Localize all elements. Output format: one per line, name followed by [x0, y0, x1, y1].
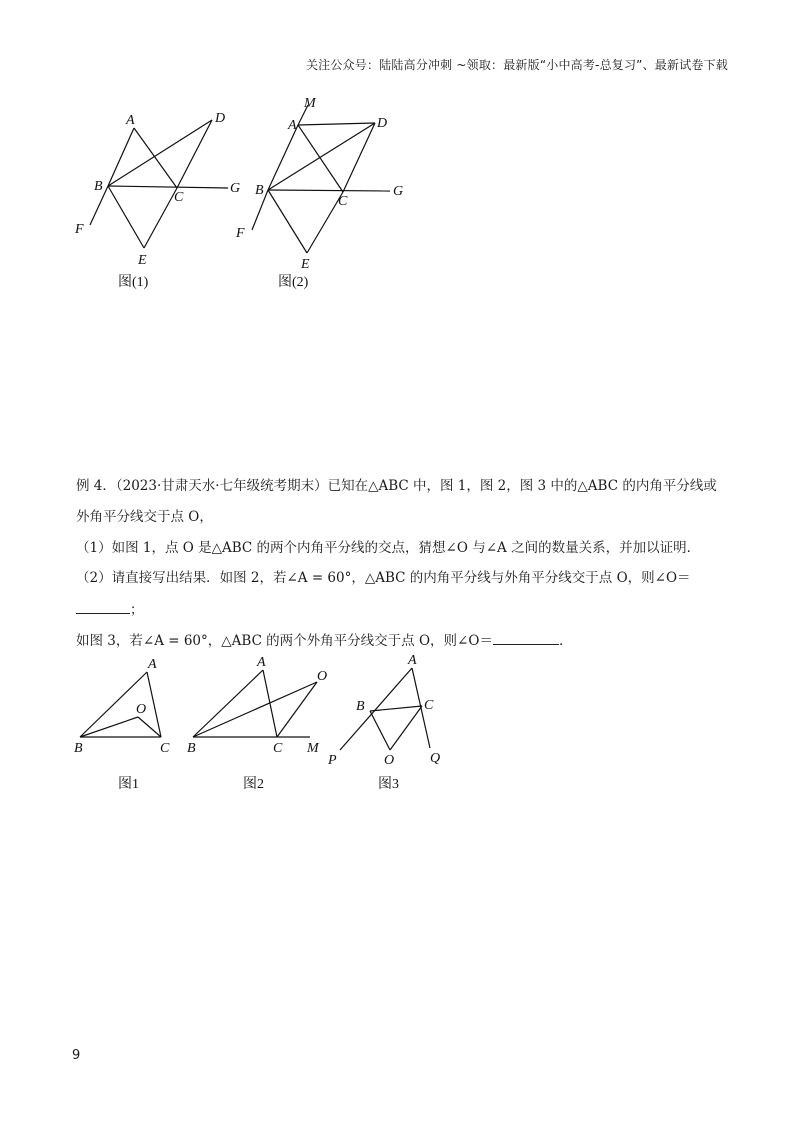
label-B: B — [356, 699, 365, 714]
label-C: C — [174, 190, 184, 205]
line-AC — [298, 125, 343, 192]
caption-fig2: 图(2) — [278, 275, 309, 290]
line-BG — [268, 190, 390, 191]
label-C: C — [273, 741, 283, 756]
bottom-figure-3 — [320, 650, 460, 795]
caption-fig3: 图3 — [378, 777, 399, 792]
line-BE — [108, 186, 144, 248]
label-F: F — [75, 222, 84, 237]
example-line-1: 例 4．（2023·甘肃天水·七年级统考期末）已知在△ABC 中，图 1，图 2，图 3 中的△ABC 的内角平分线或 — [76, 478, 717, 494]
label-B: B — [255, 183, 264, 198]
line-CO — [390, 706, 422, 750]
label-Q: Q — [430, 751, 441, 766]
question-3-end: ． — [558, 633, 573, 649]
label-B: B — [74, 741, 83, 756]
answer-blank-1[interactable] — [76, 612, 130, 614]
label-O: O — [136, 702, 147, 717]
label-P: P — [328, 753, 337, 768]
label-O: O — [317, 669, 328, 684]
label-C: C — [424, 698, 434, 713]
label-G: G — [230, 181, 241, 196]
caption-fig1: 图1 — [118, 777, 139, 792]
line-AP — [340, 668, 412, 750]
label-A: A — [257, 655, 266, 670]
label-E: E — [301, 257, 310, 272]
label-A: A — [126, 113, 135, 128]
line-BO — [370, 711, 390, 750]
line-BO — [193, 682, 317, 737]
line-BG — [108, 186, 228, 188]
caption-fig2: 图2 — [243, 777, 264, 792]
page-number: 9 — [72, 1048, 81, 1063]
line-BE — [268, 190, 307, 253]
question-3 — [76, 629, 572, 649]
label-D: D — [215, 111, 226, 126]
label-B: B — [187, 741, 196, 756]
label-A: A — [148, 657, 157, 672]
question-1: （1）如图 1，点 O 是△ABC 的两个内角平分线的交点，猜想∠O 与∠A 之间的数量关系，并加以证明． — [76, 540, 701, 556]
question-2 — [76, 566, 691, 586]
question-3-text: 如图 3，若∠A = 60°，△ABC 的两个外角平分线交于点 O，则∠O＝ — [76, 633, 493, 649]
label-G: G — [393, 184, 404, 199]
label-E: E — [138, 253, 147, 268]
question-2-end: ； — [130, 602, 144, 618]
label-O: O — [384, 753, 395, 768]
bottom-figure-1 — [70, 650, 190, 795]
line-AD — [298, 123, 375, 125]
label-C: C — [160, 741, 170, 756]
line-BD — [108, 120, 212, 186]
question-2-text: （2）请直接写出结果．如图 2，若∠A = 60°，△ABC 的内角平分线与外角平分线交于点 O，则∠O＝ — [76, 570, 691, 586]
label-C: C — [338, 194, 348, 209]
example-line-2: 外角平分线交于点 O， — [76, 509, 213, 525]
top-figure-2 — [220, 95, 410, 295]
top-figure-1 — [60, 100, 241, 295]
page-header: 关注公众号：陆陆高分冲刺 ~领取：最新版“小中高考-总复习”、最新试卷下载 — [305, 58, 728, 72]
label-A: A — [288, 118, 297, 133]
question-2-answer — [76, 598, 144, 618]
label-B: B — [94, 179, 103, 194]
label-M: M — [304, 96, 316, 111]
answer-blank-2[interactable] — [493, 643, 559, 645]
label-F: F — [236, 226, 245, 241]
label-A: A — [408, 653, 417, 668]
line-BO — [80, 717, 138, 737]
label-M: M — [307, 741, 319, 756]
line-CD — [177, 120, 212, 188]
line-EC — [144, 188, 177, 248]
line-BA — [193, 670, 263, 737]
line-AC — [134, 128, 177, 188]
caption-fig1: 图(1) — [118, 275, 149, 290]
label-D: D — [377, 116, 388, 131]
